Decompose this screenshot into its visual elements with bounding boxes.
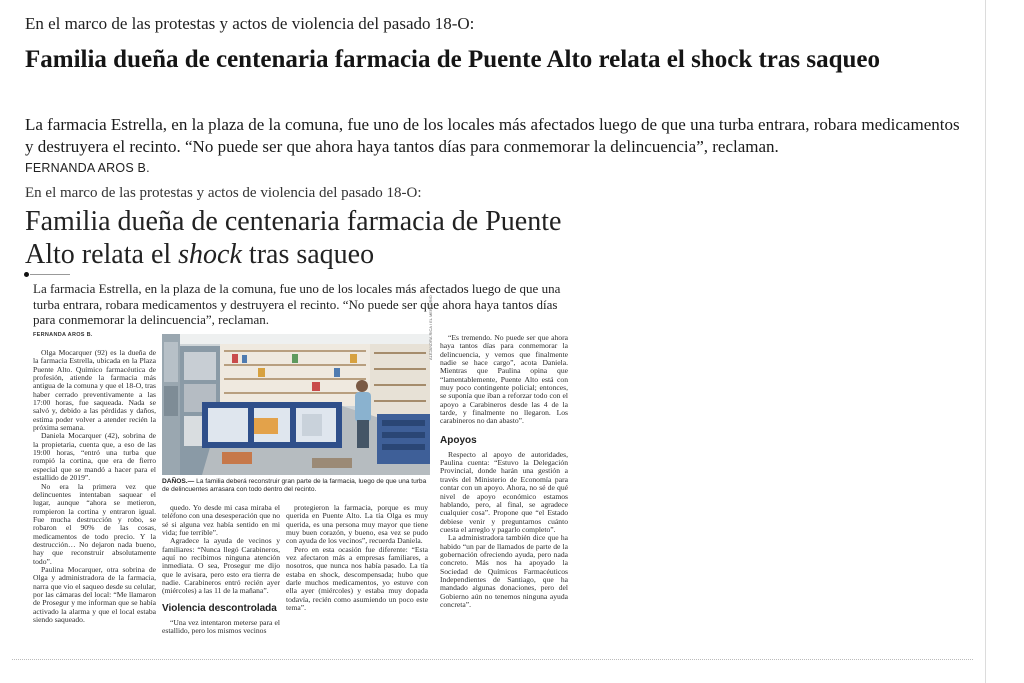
paragraph: Respecto al apoyo de autoridades, Paulina cuenta: “Estuvo la Delegación Provincial, donde harán una gestión a través del Ministerio de Economía para contar con un apoyo. Ahora, no sé de qué nivel de apoyo económico estamos hablando, pero, al final, se agradece cualquier cosa”. Propone que “el Estado debiese venir y preguntarnos cuánto cuesta el arreglo y pagarlo completo”. [440, 449, 568, 534]
paragraph: protegieron la farmacia, porque es muy querida en Puente Alto. La tía Olga es muy querida, es una persona muy mayor que tiene muy buen corazón, y bueno, esa vez se pudo con ayuda de los vecinos”, recuerda Daniela. [286, 504, 428, 546]
caption-text: La familia deberá reconstruir gran parte de la farmacia, luego de que una turba de delincuentes arrasara con todo dentro del recinto. [162, 478, 427, 493]
clipping-headline-part: Familia dueña de centenaria farmacia de Puente Alto relata el [25, 206, 562, 270]
divider [30, 274, 70, 275]
clipping-kicker: En el marco de las protestas y actos de violencia del pasado 18-O: [25, 185, 422, 201]
photo-caption [162, 478, 434, 494]
web-author: FERNANDA AROS B. [25, 161, 150, 175]
column-4 [440, 334, 568, 651]
clipping-author: FERNANDA AROS B. [33, 332, 93, 338]
pharmacy-photo [162, 334, 430, 475]
clipping-summary: La farmacia Estrella, en la plaza de la comuna, fue uno de los locales más afectados luego de que una turba entrara, robara medicamentos y destruyera el recinto. “No puede ser que ahora haya tantos días para conmemorar la delincuencia”, reclaman. [33, 281, 561, 327]
paragraph: Olga Mocarquer (92) es la dueña de la farmacia Estrella, ubicada en la Plaza Puente Alto. Químico farmacéutica de profesión, atiende la farmacia más antigua de la comuna y que el 18-O, tras haber cerrado preventivamente a las 17:00 horas, fue saqueada. Nada se salvó y, debido a las pérdidas y daños, estima poder volver a atender recién la próxima semana. [33, 349, 156, 433]
photo-credit: ALEJANDRA RICA / EL MERCURIO [428, 295, 433, 360]
paragraph: “Una vez intentaron meterse para el estallido, pero los mismos vecinos [162, 617, 280, 636]
caption-label: DAÑOS.— [162, 478, 195, 485]
divider [12, 659, 973, 660]
paragraph: Agradece la ayuda de vecinos y familiares: “Nunca llegó Carabineros, aquí no recibimos ninguna atención inmediata. O sea, Prosegur me dijo que le avisara, pero esto era tierra de nadie. Carabineros entró recién ayer (miércoles) a las 11 de la mañana”. [162, 536, 280, 596]
subheading: Violencia descontrolada [162, 602, 277, 614]
paragraph: No era la primera vez que delincuentes intentaban saquear el lugar, aunque “ahora se metieron, rompieron la cortina y entraron igual. Fue mucha destrucción y robo, se robaron el 90% de las cosas, medicamentos de todo precio. Y la destrucción… No dejaron nada bueno, hay que reconstruir absolutamente todo”. [33, 481, 156, 566]
pharmacy-photo-drawing [162, 334, 430, 475]
paragraph: Paulina Mocarquer, otra sobrina de Olga y administradora de la farmacia, narra que vio el saqueo desde su celular, por las cámaras del local: “Me llamaron de Prosegur y me informan que se había activado la alarma y que el local estaba siendo saqueado. [33, 564, 156, 624]
web-headline: Familia dueña de centenaria farmacia de Puente Alto relata el shock tras saqueo [25, 46, 881, 73]
clipping-headline-part: tras saqueo [241, 239, 375, 270]
paragraph: quedo. Yo desde mi casa miraba el teléfono con una desesperación que no sé si alguna vez había sentido en mi vida; fue terrible”. [162, 504, 280, 538]
web-summary: La farmacia Estrella, en la plaza de la comuna, fue uno de los locales más afectados luego de que una turba entrara, robara medicamentos y destruyera el recinto. “No puede ser que ahora haya tantos días para conmemorar la delincuencia”, reclaman. [25, 115, 960, 156]
column-3 [286, 504, 428, 651]
subheading: Apoyos [440, 434, 477, 446]
web-kicker: En el marco de las protestas y actos de violencia del pasado 18-O: [25, 14, 475, 33]
paragraph: “Es tremendo. No puede ser que ahora haya tantos días para conmemorar la delincuencia, y vemos que finalmente nadie se hace cargo”, acota Daniela. Mientras que Paulina opina que “lamentablemente, Puente Alto está con muy poco contingente policial; entonces, se suponía que iban a reforzar todo con el apoyo a Carabineros desde las 4 de la tarde, y finalmente no llegaron. Los carabineros no dan abasto”. [440, 334, 568, 426]
clipping-headline [25, 205, 585, 271]
paragraph: La administradora también dice que ha habido “un par de llamados de parte de la gobernación ofreciendo ayuda, pero nada concreto. Más nos ha apoyado la Sociedad de Químicos Farmacéuticos Independientes de Santiago, que ha mandado algunas donaciones, pero del Gobierno aún no tenemos ninguna ayuda concreta”. [440, 533, 568, 609]
clipping-headline-italic: shock [178, 239, 242, 270]
column-1 [33, 349, 156, 651]
paragraph: Pero en esta ocasión fue diferente: “Esta vez afectaron más a empresas familiares, a nosotros, que nunca nos había pasado. La tía estaba en shock, descompensada; hubo que darle muchos medicamentos, yo estuve con ella ayer (miércoles) y estaba muy dopada todavía, recién como asumiendo un poco este tema”. [286, 544, 428, 613]
column-2 [162, 504, 280, 651]
bullet-dot [24, 272, 29, 277]
paragraph: Daniela Mocarquer (42), sobrina de la propietaria, cuenta que, a eso de las 19:00 horas, “entró una turba que rompió la cortina, que era de fierro especial que se mandó a hacer para el estallido de 2019”. [33, 431, 156, 483]
